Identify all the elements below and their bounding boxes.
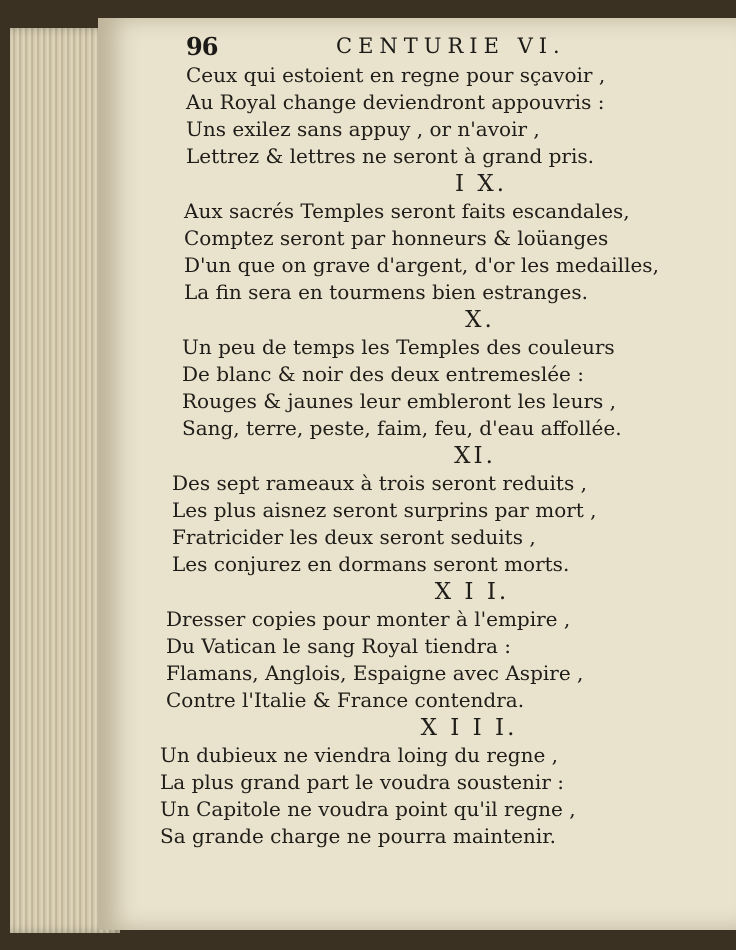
verse-line: Contre l'Italie & France contendra.: [166, 688, 525, 712]
running-head: [186, 32, 706, 60]
quatrain: [184, 170, 718, 306]
verse-line: Des sept rameaux à trois seront reduits ,: [172, 471, 587, 495]
verse-line: Dresser copies pour monter à l'empire ,: [166, 607, 571, 631]
page-number: 96: [186, 32, 218, 61]
quatrain-numeral: X.: [465, 307, 495, 333]
verse-line: De blanc & noir des deux entremeslée :: [182, 362, 584, 386]
verse-line: Aux sacrés Temples seront faits escandales,: [184, 199, 630, 223]
verse-line: Rouges & jaunes leur embleront les leurs ,: [182, 389, 616, 413]
verse-line: Lettrez & lettres ne seront à grand pris.: [186, 144, 595, 168]
verse-line: Du Vatican le sang Royal tiendra :: [166, 634, 512, 658]
verse-line: Comptez seront par honneurs & loüanges: [184, 226, 609, 250]
verse-line: Les plus aisnez seront surprins par mort ,: [172, 498, 597, 522]
verse-line: Flamans, Anglois, Espaigne avec Aspire ,: [166, 661, 584, 685]
quatrain: [166, 578, 718, 714]
verse-line: Sang, terre, peste, faim, feu, d'eau affollée.: [182, 416, 622, 440]
verse-line: Uns exilez sans appuy , or n'avoir ,: [186, 117, 540, 141]
verse-line: Un dubieux ne viendra loing du regne ,: [160, 743, 559, 767]
verse-line: Sa grande charge ne pourra maintenir.: [160, 824, 556, 848]
quatrain-numeral: XI.: [454, 443, 496, 469]
text-block: [158, 62, 718, 850]
verse-line: Un Capitole ne voudra point qu'il regne ,: [160, 797, 576, 821]
verse-line: Ceux qui estoient en regne pour sçavoir ,: [186, 63, 606, 87]
quatrain-numeral: X I I I.: [420, 715, 518, 741]
verse-line: Au Royal change deviendront appouvris :: [186, 90, 605, 114]
quatrain-numeral: X I I.: [434, 579, 510, 605]
quatrain: [182, 306, 718, 442]
running-head-title: CENTURIE VI.: [336, 34, 566, 58]
quatrain: [186, 62, 718, 170]
verse-line: D'un que on grave d'argent, d'or les medailles,: [184, 253, 659, 277]
verse-line: Les conjurez en dormans seront morts.: [172, 552, 570, 576]
verse-line: La fin sera en tourmens bien estranges.: [184, 280, 589, 304]
quatrain: [160, 714, 718, 850]
quatrain-numeral: I X.: [454, 171, 508, 197]
verse-line: Un peu de temps les Temples des couleurs: [182, 335, 615, 359]
quatrain: [172, 442, 718, 578]
verse-line: Fratricider les deux seront seduits ,: [172, 525, 536, 549]
verse-line: La plus grand part le voudra soustenir :: [160, 770, 564, 794]
book-page: [98, 18, 736, 930]
